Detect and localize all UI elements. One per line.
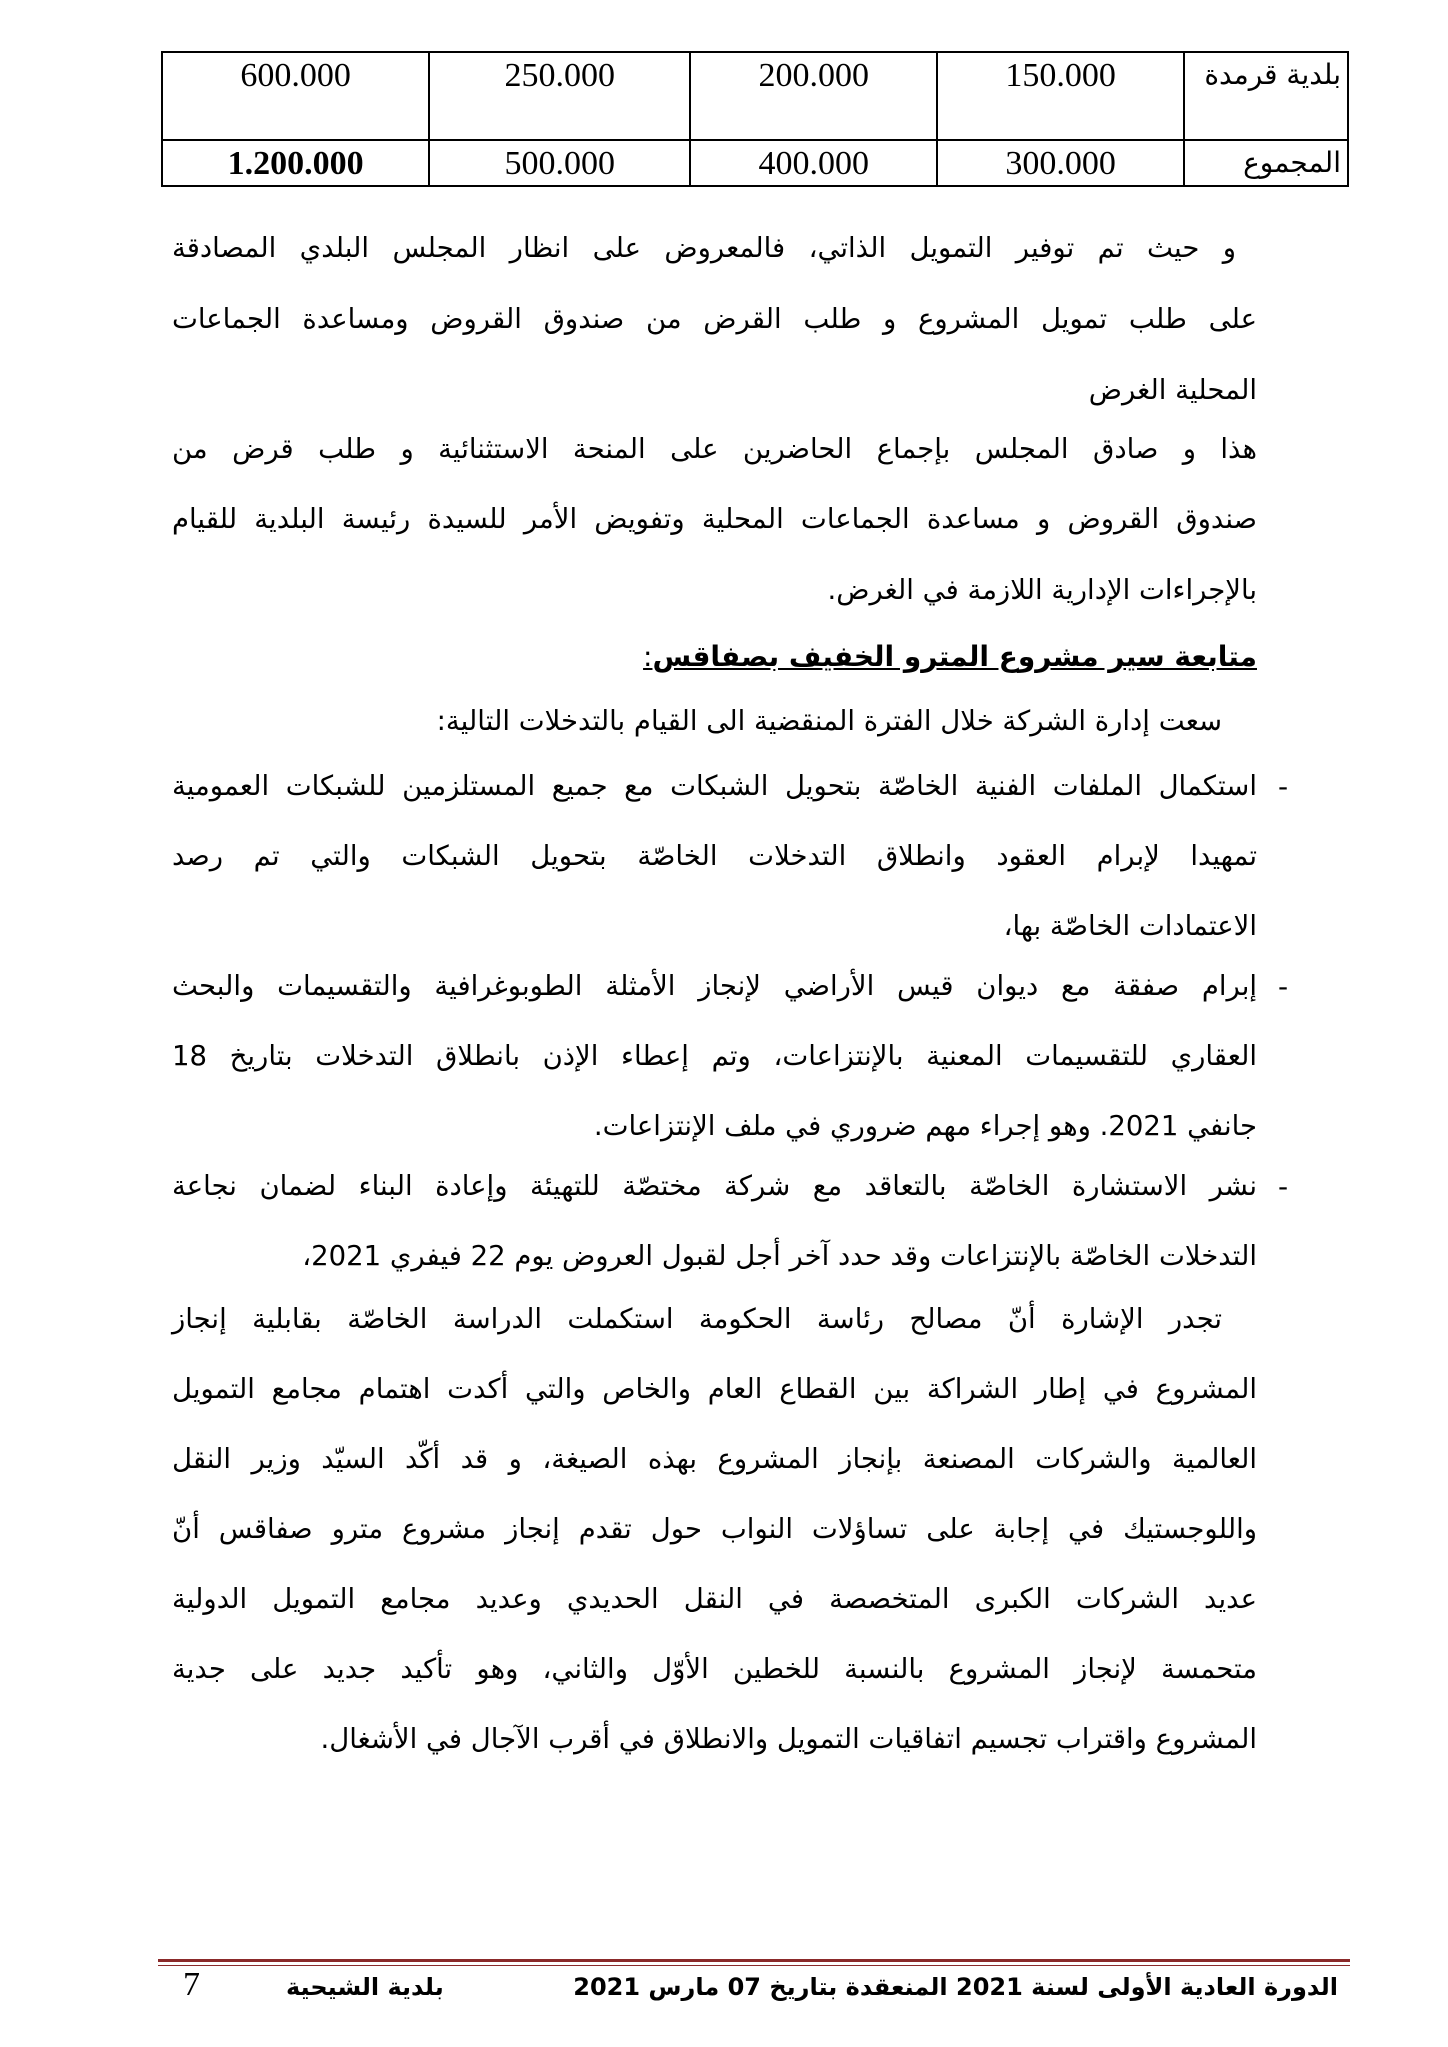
bullet-line: إبرام صفقة مع ديوان قيس الأراضي لإنجاز الأمثلة الطوبوغرافية والتقسيمات والبحث [172, 970, 1257, 1002]
bullet-marker: - [1277, 1170, 1289, 1203]
footer-session: الدورة العادية الأولى لسنة 2021 المنعقدة بتاريخ 07 مارس 2021 [573, 1973, 1338, 2001]
value-cell: 600.000 [162, 52, 429, 140]
footer-rule-thin [158, 1965, 1350, 1966]
value-cell: 250.000 [429, 52, 690, 140]
paragraph-line: المشروع واقتراب تجسيم اتفاقيات التمويل والانطلاق في أقرب الآجال في الأشغال. [320, 1723, 1257, 1755]
footer-municipality: بلدية الشيحية [286, 1973, 444, 2001]
value-cell: 300.000 [937, 140, 1184, 186]
paragraph-line: واللوجستيك في إجابة على تساؤلات النواب حول تقدم إنجاز مشروع مترو صفاقس أنّ [172, 1513, 1257, 1545]
paragraph-line: عديد الشركات الكبرى المتخصصة في النقل الحديدي وعديد مجامع التمويل الدولية [172, 1583, 1257, 1615]
paragraph-line: على طلب تمويل المشروع و طلب القرض من صندوق القروض ومساعدة الجماعات [172, 303, 1257, 335]
page-number: 7 [183, 1966, 200, 2003]
paragraph-line: و حيث تم توفير التمويل الذاتي، فالمعروض على انظار المجلس البلدي المصادقة [172, 232, 1236, 264]
value-cell: 500.000 [429, 140, 690, 186]
value-cell: 150.000 [937, 52, 1184, 140]
bullet-line: الاعتمادات الخاصّة بها، [1003, 910, 1257, 942]
section-heading-text: متابعة سير مشروع المترو الخفيف بصفاقس [652, 640, 1257, 673]
paragraph-line: العالمية والشركات المصنعة بإنجاز المشروع بهذه الصيغة، و قد أكّد السيّد وزير النقل [172, 1443, 1257, 1475]
paragraph-line: المحلية الغرض [1088, 374, 1257, 406]
footer-rule [158, 1959, 1350, 1962]
grand-total-cell: 1.200.000 [162, 140, 429, 186]
row-label-cell: المجموع [1184, 140, 1348, 186]
bullet-line: التدخلات الخاصّة بالإنتزاعات وقد حدد آخر أجل لقبول العروض يوم 22 فيفري 2021، [302, 1240, 1257, 1272]
bullet-line: جانفي 2021. وهو إجراء مهم ضروري في ملف الإنتزاعات. [593, 1110, 1257, 1142]
bullet-line: العقاري للتقسيمات المعنية بالإنتزاعات، وتم إعطاء الإذن بانطلاق التدخلات بتاريخ 18 [172, 1040, 1257, 1072]
section-heading [643, 640, 1257, 673]
bullet-line: تمهيدا لإبرام العقود وانطلاق التدخلات الخاصّة بتحويل الشبكات والتي تم رصد [172, 840, 1257, 872]
paragraph-line: هذا و صادق المجلس بإجماع الحاضرين على المنحة الاستثنائية و طلب قرض من [172, 433, 1257, 465]
bullet-line: نشر الاستشارة الخاصّة بالتعاقد مع شركة مختصّة للتهيئة وإعادة البناء لضمان نجاعة [172, 1170, 1257, 1202]
heading-colon: : [643, 640, 653, 673]
bullet-marker: - [1277, 770, 1289, 803]
value-cell: 400.000 [690, 140, 937, 186]
paragraph-line: المشروع في إطار الشراكة بين القطاع العام والخاص والتي أكدت اهتمام مجامع التمويل [172, 1373, 1257, 1405]
intro-line: سعت إدارة الشركة خلال الفترة المنقضية الى القيام بالتدخلات التالية: [436, 705, 1222, 737]
paragraph-line: تجدر الإشارة أنّ مصالح رئاسة الحكومة استكملت الدراسة الخاصّة بقابلية إنجاز [172, 1303, 1222, 1335]
paragraph-line: متحمسة لإنجاز المشروع بالنسبة للخطين الأوّل والثاني، وهو تأكيد جديد على جدية [172, 1653, 1257, 1685]
table-row [162, 52, 1348, 140]
bullet-line: استكمال الملفات الفنية الخاصّة بتحويل الشبكات مع جميع المستلزمين للشبكات العمومية [172, 770, 1257, 802]
bullet-marker: - [1277, 970, 1289, 1003]
paragraph-line: صندوق القروض و مساعدة الجماعات المحلية وتفويض الأمر للسيدة رئيسة البلدية للقيام [172, 503, 1257, 535]
table-row-total [162, 140, 1348, 186]
row-label-cell: بلدية قرمدة [1184, 52, 1348, 140]
value-cell: 200.000 [690, 52, 937, 140]
paragraph-line: بالإجراءات الإدارية اللازمة في الغرض. [827, 574, 1257, 606]
funding-table [161, 51, 1349, 187]
